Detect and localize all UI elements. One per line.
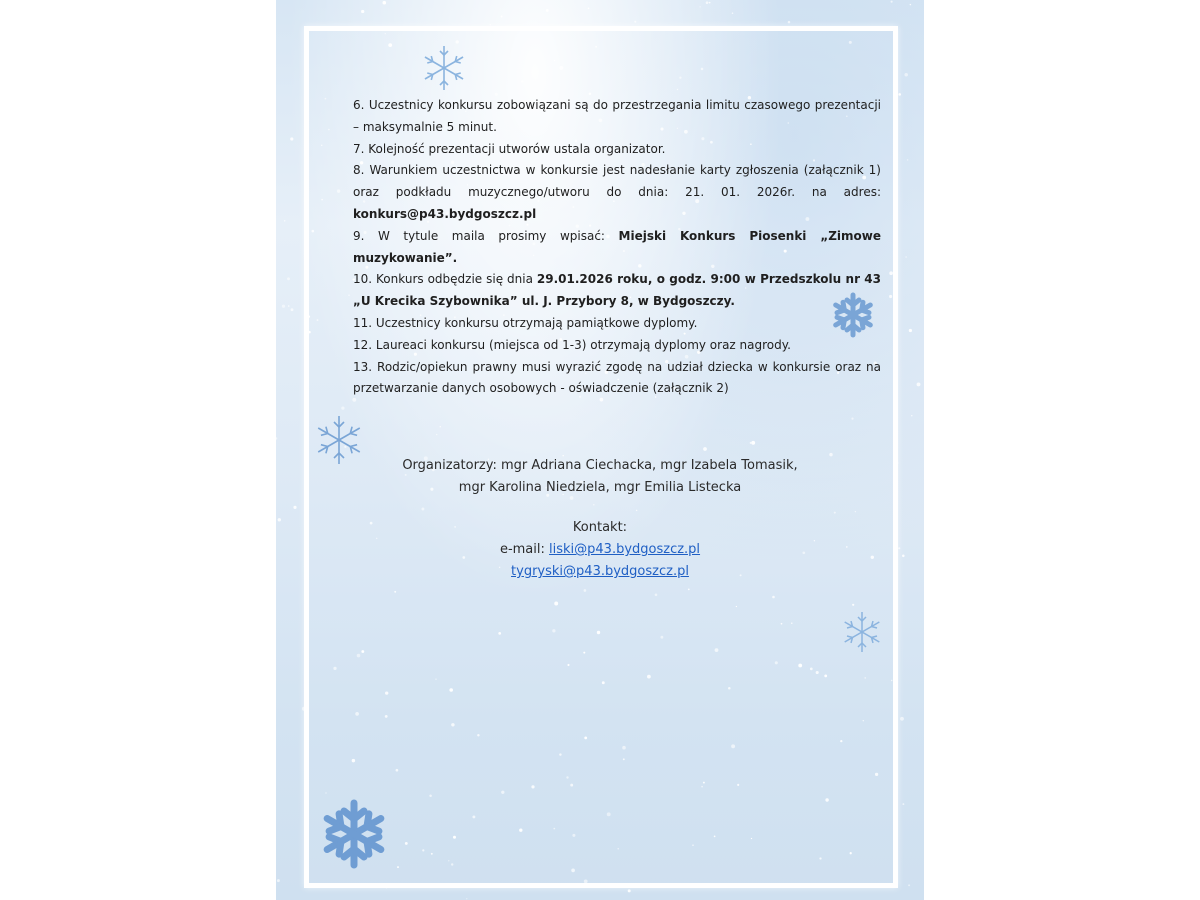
snow-dot bbox=[546, 9, 549, 12]
snow-dot bbox=[288, 305, 290, 307]
snowflake-icon bbox=[422, 44, 466, 92]
snow-dot bbox=[909, 329, 912, 332]
rule-text-bold: Miejski Konkurs Piosenki „Zimowe muzykowanie”. bbox=[353, 228, 881, 265]
snow-dot bbox=[908, 884, 910, 886]
rule-text: 8. Warunkiem uczestnictwa w konkursie jest nadesłanie karty zgłoszenia (załącznik 1) oraz podkładu muzycznego/utworu do dnia: 21. 01. 2026r. na adres: bbox=[353, 163, 881, 200]
rules-list bbox=[353, 95, 881, 400]
snow-dot bbox=[290, 137, 293, 140]
rule-item bbox=[353, 335, 881, 357]
rule-item bbox=[353, 160, 881, 225]
organizers-line-1: Organizatorzy: mgr Adriana Ciechacka, mgr Izabela Tomasik, bbox=[402, 458, 798, 473]
contact-section bbox=[336, 517, 864, 583]
rule-text: 13. Rodzic/opiekun prawny musi wyrazić zgodę na udział dziecka w konkursie oraz na przetwarzanie danych osobowych - oświadczenie (załącznik 2) bbox=[353, 359, 881, 396]
email-link-liski[interactable]: liski@p43.bydgoszcz.pl bbox=[549, 542, 701, 557]
snow-dot bbox=[902, 555, 905, 558]
snow-dot bbox=[588, 8, 590, 10]
rule-text-bold: 29.01.2026 roku, o godz. 9:00 w Przedszkolu nr 43 „U Krecika Szybownika” ul. J. Przybory 8, w Bydgoszczy. bbox=[353, 272, 881, 309]
snow-dot bbox=[383, 1, 387, 5]
snow-dot bbox=[907, 159, 909, 161]
rule-text: 11. Uczestnicy konkursu otrzymają pamiątkowe dyplomy. bbox=[353, 315, 698, 330]
rule-text: 10. Konkurs odbędzie się dnia bbox=[353, 272, 537, 287]
email-label: e-mail: bbox=[499, 542, 550, 557]
contact-email-row-2 bbox=[336, 561, 864, 583]
snow-dot bbox=[634, 21, 636, 23]
snow-dot bbox=[732, 12, 734, 14]
email-link-tygryski[interactable]: tygryski@p43.bydgoszcz.pl bbox=[511, 564, 689, 579]
snow-dot bbox=[284, 220, 286, 222]
rule-item bbox=[353, 357, 881, 401]
snowflake-icon bbox=[318, 798, 390, 870]
organizers bbox=[336, 455, 864, 499]
contact-heading: Kontakt: bbox=[572, 520, 628, 535]
snow-dot bbox=[902, 803, 904, 805]
snow-dot bbox=[361, 10, 364, 13]
snowflake-icon bbox=[842, 610, 882, 654]
rule-text: 9. W tytule maila prosimy wpisać: bbox=[353, 228, 619, 243]
rule-item bbox=[353, 139, 881, 161]
snow-dot bbox=[466, 898, 467, 899]
rule-item bbox=[353, 269, 881, 313]
rule-text: 12. Laureaci konkursu (miejsca od 1-3) otrzymają dyplomy oraz nagrody. bbox=[353, 337, 791, 352]
snow-dot bbox=[287, 277, 290, 280]
rule-item bbox=[353, 95, 881, 139]
rule-text-bold: konkurs@p43.bydgoszcz.pl bbox=[353, 206, 537, 221]
snow-dot bbox=[900, 717, 904, 721]
snow-dot bbox=[706, 1, 709, 4]
snow-dot bbox=[276, 437, 277, 439]
snow-dot bbox=[898, 547, 900, 549]
snow-dot bbox=[788, 21, 791, 24]
snow-dot bbox=[911, 415, 912, 416]
contact-email-row bbox=[336, 539, 864, 561]
snow-dot bbox=[278, 518, 281, 521]
rule-text: 6. Uczestnicy konkursu zobowiązani są do przestrzegania limitu czasowego prezentacji – maksymalnie 5 minut. bbox=[353, 98, 881, 134]
snow-dot bbox=[501, 16, 503, 18]
snow-dot bbox=[898, 93, 901, 96]
rule-item bbox=[353, 226, 881, 270]
rule-text: 7. Kolejność prezentacji utworów ustala organizator. bbox=[353, 141, 666, 156]
snow-dot bbox=[917, 382, 921, 386]
snow-dot bbox=[293, 506, 296, 509]
snow-dot bbox=[699, 6, 700, 7]
snow-dot bbox=[904, 73, 908, 77]
snow-dot bbox=[277, 879, 280, 882]
snow-dot bbox=[905, 256, 907, 258]
snow-dot bbox=[709, 2, 711, 4]
snow-dot bbox=[282, 305, 285, 308]
snow-dot bbox=[910, 4, 911, 5]
snow-dot bbox=[291, 308, 294, 311]
document-page bbox=[276, 0, 924, 900]
snow-dot bbox=[628, 889, 631, 892]
snow-dot bbox=[891, 1, 893, 3]
organizers-line-2: mgr Karolina Niedziela, mgr Emilia Listecka bbox=[458, 480, 742, 495]
rule-item bbox=[353, 313, 881, 335]
